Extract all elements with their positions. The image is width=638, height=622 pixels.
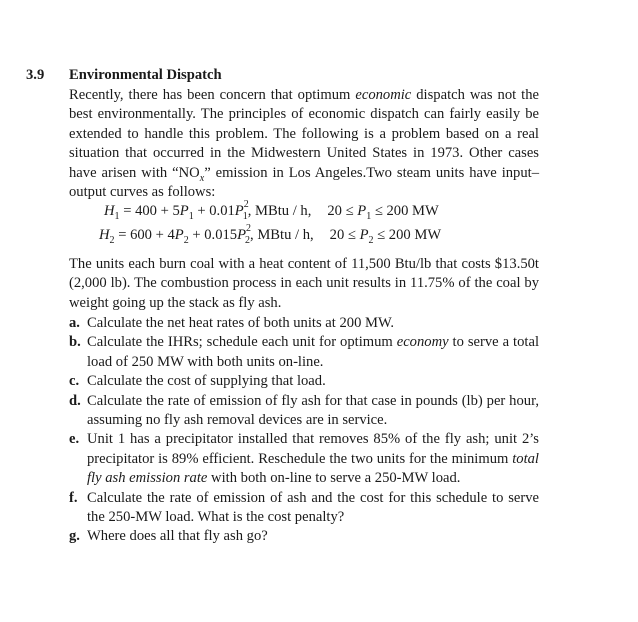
question-text: Unit 1 has a precipitator installed that removes 85% of the fly ash; unit 2’s precipitator is 89% efficient. Reschedule the two units for the minimum xyxy=(87,431,539,467)
question-a xyxy=(69,314,539,333)
question-text: Calculate the rate of emission of ash and the cost for this schedule to serve the 250-MW load. What is the cost penalty? xyxy=(87,489,539,526)
coal-paragraph: The units each burn coal with a heat content of 11,500 Btu/lb that costs $13.50t (2,000 lb). The combustion process in each unit results in 11.75% of the coal by weight going up the stack as fly ash. xyxy=(69,256,539,311)
equation-unit-2: $H_2 = 600 + 4P_2 + 0.015P^2_2$, MBtu / h, $20 \le P_2 \le 200$ MW xyxy=(99,223,442,246)
question-label: f. xyxy=(69,489,78,506)
question-g xyxy=(69,527,539,546)
question-text: Calculate the rate of emission of fly ash for that case in pounds (lb) per hour, assuming no fly ash removal devices are in service. xyxy=(87,392,539,429)
question-list xyxy=(69,314,539,547)
intro-paragraph xyxy=(69,86,539,202)
question-text: Calculate the net heat rates of both units at 200 MW. xyxy=(87,315,395,331)
question-label: g. xyxy=(69,528,80,545)
question-label: a. xyxy=(69,315,80,331)
nox-subscript: x xyxy=(199,172,205,184)
problem-title: Environmental Dispatch xyxy=(69,67,222,83)
question-text: Calculate the cost of supplying that load. xyxy=(87,373,326,390)
question-f xyxy=(69,489,539,528)
question-text: to serve a total load of 250 MW with both units on-line. xyxy=(87,334,540,370)
question-label: c. xyxy=(69,373,80,390)
question-emphasis: total fly ash emission rate xyxy=(87,450,539,487)
question-text: Calculate the IHRs; schedule each unit for optimum xyxy=(87,334,397,351)
intro-text-2: dispatch was not the best environmentally. The principles of economic dispatch can fairly easily be extended to handle this problem. The following is a problem based on a real situation that occurred in the Midwestern United States in 1973. Other cases have arisen with “NO xyxy=(69,87,540,181)
question-c xyxy=(69,372,539,391)
question-emphasis: economy xyxy=(396,334,449,351)
question-text: with both on-line to serve a 250-MW load. xyxy=(207,470,461,487)
question-label: d. xyxy=(69,392,81,409)
equation-unit-1: $H_1 = 400 + 5P_1 + 0.01P^2_1$, MBtu / h, $20 \le P_1 \le 200$ MW xyxy=(104,199,439,222)
question-e xyxy=(69,430,539,488)
question-d xyxy=(69,392,539,431)
intro-economic-emphasis: economic xyxy=(355,87,412,103)
question-b xyxy=(69,333,539,372)
question-label: e. xyxy=(69,431,80,448)
problem-number: 3.9 xyxy=(26,67,45,83)
intro-text-1: Recently, there has been concern that optimum xyxy=(69,87,356,103)
intro-text-3: ” emission in Los Angeles.Two steam units have input–output curves as follows: xyxy=(69,164,540,201)
question-text: Where does all that fly ash go? xyxy=(87,528,268,545)
question-label: b. xyxy=(69,334,81,351)
